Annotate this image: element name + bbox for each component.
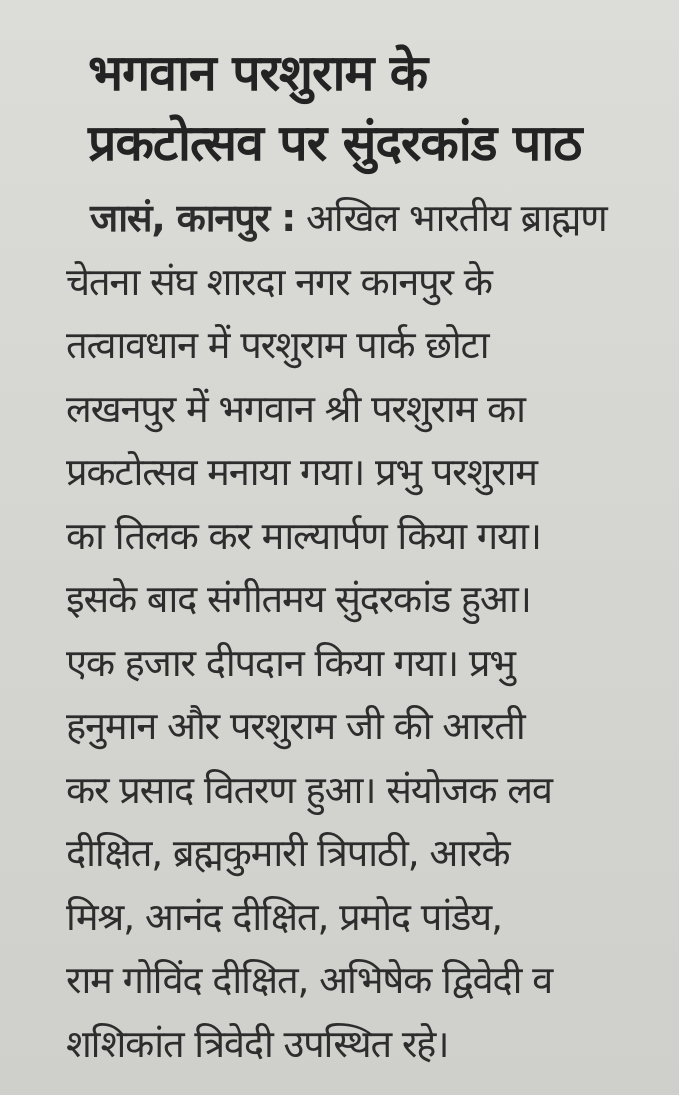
body-line-13: राम गोविंद दीक्षित, अभिषेक द्विवेदी व xyxy=(66,958,553,1002)
body-line-1 xyxy=(66,187,666,251)
body-line-10: कर प्रसाद वितरण हुआ। संयोजक लव xyxy=(66,767,552,812)
body-line-7: इसके बाद संगीतमय सुंदरकांड हुआ। xyxy=(66,577,531,621)
body-line-11: दीक्षित, ब्रह्मकुमारी त्रिपाठी, आरके xyxy=(66,831,510,875)
article-body xyxy=(66,187,666,1076)
dateline: जासं, कानपुर : xyxy=(90,196,296,240)
headline-line-2: प्रकटोत्सव पर सुंदरकांड पाठ xyxy=(88,114,582,172)
body-line-1-text: अखिल भारतीय ब्राह्मण xyxy=(305,196,607,240)
body-line-8: एक हजार दीपदान किया गया। प्रभु xyxy=(66,640,515,685)
body-line-4: लखनपुर में भगवान श्री परशुराम का xyxy=(66,386,525,431)
headline-line-1: भगवान परशुराम के xyxy=(88,44,428,102)
headline xyxy=(88,38,668,178)
body-line-12: मिश्र, आनंद दीक्षित, प्रमोद पांडेय, xyxy=(66,894,502,939)
body-line-2: चेतना संघ शारदा नगर कानपुर के xyxy=(66,259,492,304)
body-line-14: शशिकांत त्रिवेदी उपस्थित रहे। xyxy=(66,1021,449,1066)
body-line-6: का तिलक कर माल्यार्पण किया गया। xyxy=(66,513,541,558)
body-line-3: तत्वावधान में परशुराम पार्क छोटा xyxy=(66,323,489,367)
body-line-9: हनुमान और परशुराम जी की आरती xyxy=(66,704,525,748)
body-line-5: प्रकटोत्सव मनाया गया। प्रभु परशुराम xyxy=(66,450,537,494)
